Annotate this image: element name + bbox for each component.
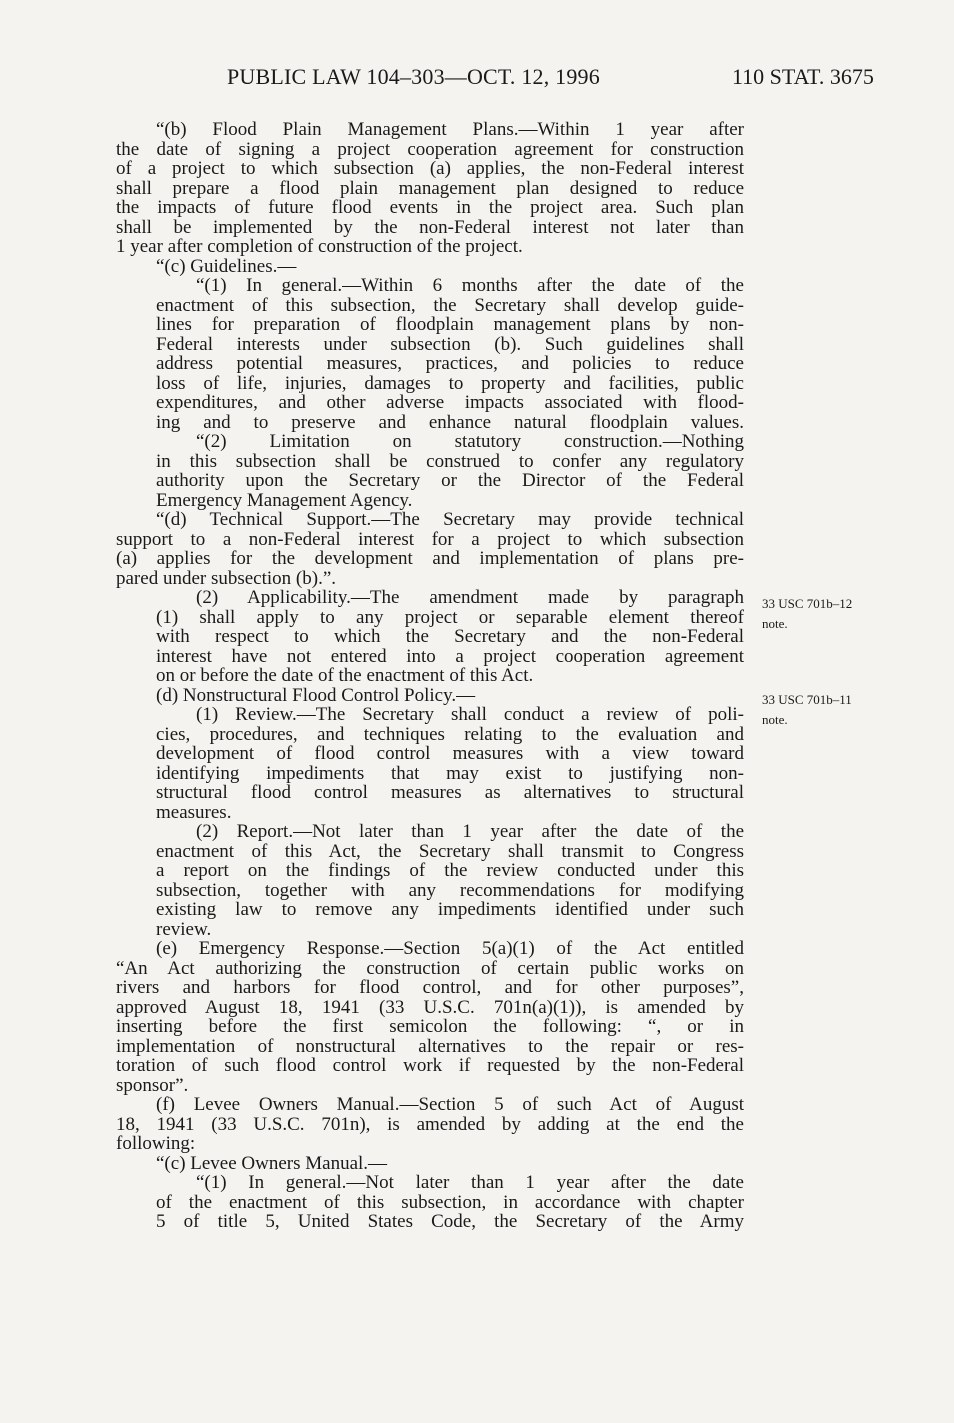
text-line: “(d) Technical Support.—The Secretary may provide technical [156, 509, 744, 530]
text-line: identifying impediments that may exist to justifying non- [156, 762, 744, 784]
text-line: inserting before the first semicolon the following: “, or in [116, 1016, 744, 1037]
text-line: (d) Nonstructural Flood Control Policy.— [156, 684, 476, 706]
text-line: review. [156, 918, 212, 940]
text-line: structural flood control measures as alternatives to structural [156, 782, 744, 803]
header-title: PUBLIC LAW 104–303—OCT. 12, 1996 [227, 64, 600, 89]
text-line: of a project to which subsection (a) applies, the non-Federal interest [116, 158, 744, 179]
text-line: the date of signing a project cooperation agreement for construction [116, 138, 744, 160]
text-line: subsection, together with any recommendations for modifying [156, 879, 744, 901]
header-stat-citation: 110 STAT. 3675 [732, 64, 874, 89]
text-line: “(1) In general.—Within 6 months after the date of the [196, 275, 744, 296]
text-line: authority upon the Secretary or the Director of the Federal [156, 470, 744, 491]
text-line: interest have not entered into a project cooperation agreement [156, 645, 744, 667]
text-line: enactment of this subsection, the Secretary shall develop guide- [156, 294, 744, 316]
text-line: toration of such flood control work if requested by the non-Federal [116, 1055, 744, 1076]
text-line: expenditures, and other adverse impacts associated with flood- [156, 392, 744, 413]
text-line: in this subsection shall be construed to confer any regulatory [156, 450, 744, 472]
margin-note-citation: 33 USC 701b–11 [762, 692, 852, 707]
running-header [0, 64, 954, 98]
text-line: Emergency Management Agency. [156, 489, 413, 511]
text-line: (1) Review.—The Secretary shall conduct a review of poli- [196, 704, 744, 725]
text-line: Federal interests under subsection (b). Such guidelines shall [156, 333, 744, 355]
text-line: “An Act authorizing the construction of certain public works on [116, 957, 744, 979]
text-line: (e) Emergency Response.—Section 5(a)(1) of the Act entitled [156, 938, 744, 959]
margin-citation-note [762, 594, 852, 633]
text-line: (2) Report.—Not later than 1 year after the date of the [196, 821, 744, 842]
text-line: lines for preparation of floodplain management plans by non- [156, 314, 744, 335]
margin-note-citation: 33 USC 701b–12 [762, 596, 853, 611]
text-line: “(c) Levee Owners Manual.— [156, 1152, 388, 1174]
text-line: address potential measures, practices, and policies to reduce [156, 353, 744, 374]
document-body [116, 120, 744, 1232]
text-line: 1 year after completion of construction of the project. [116, 236, 523, 257]
text-line: “(c) Guidelines.— [156, 255, 297, 277]
text-line: pared under subsection (b).”. [116, 567, 337, 589]
text-line: ing and to preserve and enhance natural floodplain values. [156, 411, 744, 433]
text-line: of the enactment of this subsection, in accordance with chapter [156, 1191, 744, 1213]
margin-note-label: note. [762, 615, 788, 631]
text-line: the impacts of future flood events in the project area. Such plan [116, 197, 744, 218]
text-line: a report on the findings of the review conducted under this [156, 860, 744, 881]
text-line: 5 of title 5, United States Code, the Secretary of the Army [156, 1211, 744, 1232]
text-line: rivers and harbors for flood control, and for other purposes”, [116, 977, 744, 998]
text-line: shall be implemented by the non-Federal interest not later than [116, 216, 744, 238]
text-line: loss of life, injuries, damages to property and facilities, public [156, 372, 744, 394]
text-line: approved August 18, 1941 (33 U.S.C. 701n(a)(1)), is amended by [116, 996, 744, 1018]
text-line: with respect to which the Secretary and the non-Federal [156, 626, 744, 647]
margin-note-label: note. [762, 711, 788, 727]
text-line: on or before the date of the enactment of this Act. [156, 665, 534, 686]
text-line: development of flood control measures with a view toward [156, 743, 744, 764]
text-line: shall prepare a flood plain management plan designed to reduce [116, 177, 744, 199]
text-line: “(2) Limitation on statutory construction.—Nothing [196, 431, 744, 452]
text-line: 18, 1941 (33 U.S.C. 701n), is amended by adding at the end the [116, 1113, 744, 1135]
text-line: cies, procedures, and techniques relating to the evaluation and [156, 723, 744, 745]
text-line: implementation of nonstructural alternatives to the repair or res- [116, 1035, 744, 1057]
margin-citation-note [762, 690, 852, 729]
text-line: (a) applies for the development and implementation of plans pre- [116, 548, 744, 569]
text-line: (1) shall apply to any project or separable element thereof [156, 606, 744, 628]
text-line: existing law to remove any impediments identified under such [156, 899, 744, 920]
text-line: “(b) Flood Plain Management Plans.—Within 1 year after [156, 119, 744, 140]
text-line: measures. [156, 801, 232, 823]
text-line: support to a non-Federal interest for a project to which subsection [116, 528, 744, 550]
text-line: enactment of this Act, the Secretary shall transmit to Congress [156, 840, 744, 862]
text-line: “(1) In general.—Not later than 1 year after the date [196, 1172, 744, 1193]
text-line: (f) Levee Owners Manual.—Section 5 of such Act of August [156, 1094, 744, 1115]
text-line: sponsor”. [116, 1074, 189, 1096]
text-line: (2) Applicability.—The amendment made by paragraph [196, 587, 744, 608]
text-line: following: [116, 1133, 196, 1154]
